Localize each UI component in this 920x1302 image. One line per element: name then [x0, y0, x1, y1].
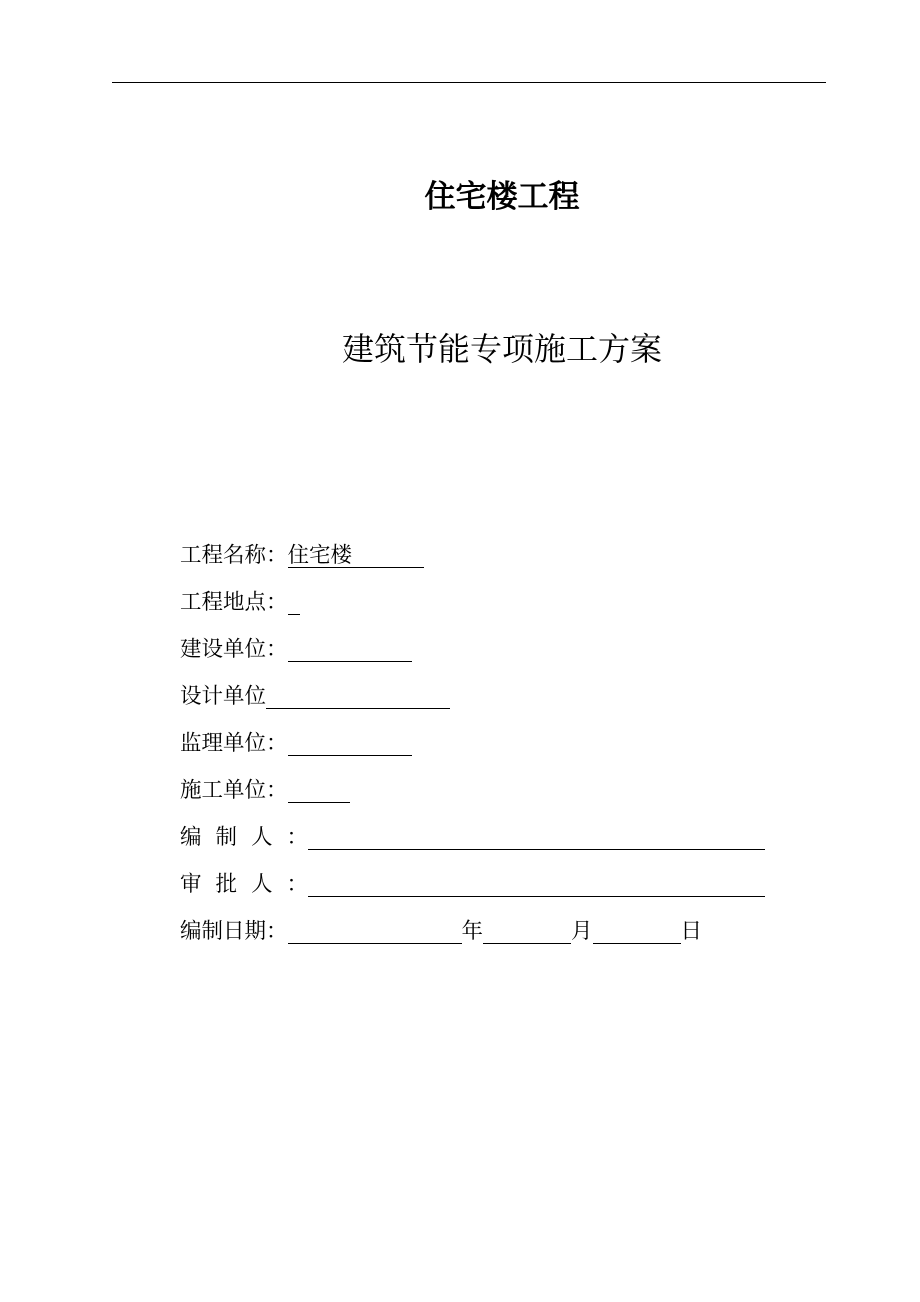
row-design-unit [180, 673, 800, 720]
owner-unit-label: 建设单位： [180, 637, 288, 662]
prepared-date-day-label: 日 [680, 919, 703, 944]
construction-unit-field[interactable] [288, 767, 350, 814]
project-name-field[interactable] [288, 532, 424, 579]
supervision-unit-field[interactable] [288, 720, 412, 767]
row-owner-unit [180, 626, 800, 673]
reviewed-by-label: 审批人 [180, 872, 287, 897]
project-location-label: 工程地点： [180, 590, 288, 615]
cover-info-form [180, 532, 800, 955]
design-unit-field[interactable] [266, 673, 450, 720]
reviewed-by-field[interactable] [308, 861, 765, 908]
prepared-date-month-label: 月 [571, 919, 593, 944]
row-construction-unit [180, 767, 800, 814]
project-name-value: 住宅楼 [287, 543, 353, 568]
row-prepared-date [180, 908, 800, 955]
prepared-by-label: 编制人 [180, 825, 287, 850]
reviewed-by-colon: ： [286, 872, 309, 897]
row-project-location [180, 579, 800, 626]
prepared-by-field[interactable] [308, 814, 765, 861]
construction-unit-label: 施工单位： [180, 778, 288, 803]
prepared-date-day-field[interactable] [593, 908, 681, 955]
prepared-by-colon: ： [286, 825, 309, 850]
design-unit-label: 设计单位 [180, 684, 267, 709]
row-project-name [180, 532, 800, 579]
project-location-field[interactable] [288, 579, 300, 626]
prepared-date-year-label: 年 [461, 919, 484, 944]
prepared-date-month-field[interactable] [483, 908, 571, 955]
document-title: 住宅楼工程 [424, 179, 580, 215]
row-reviewed-by [180, 861, 800, 908]
prepared-date-year-field[interactable] [288, 908, 462, 955]
document-subtitle: 建筑节能专项施工方案 [341, 330, 662, 368]
header-rule [112, 82, 826, 83]
row-supervision-unit [180, 720, 800, 767]
supervision-unit-label: 监理单位： [180, 731, 288, 756]
prepared-date-label: 编制日期： [180, 919, 288, 944]
project-name-label: 工程名称： [180, 543, 288, 568]
owner-unit-field[interactable] [288, 626, 412, 673]
row-prepared-by [180, 814, 800, 861]
